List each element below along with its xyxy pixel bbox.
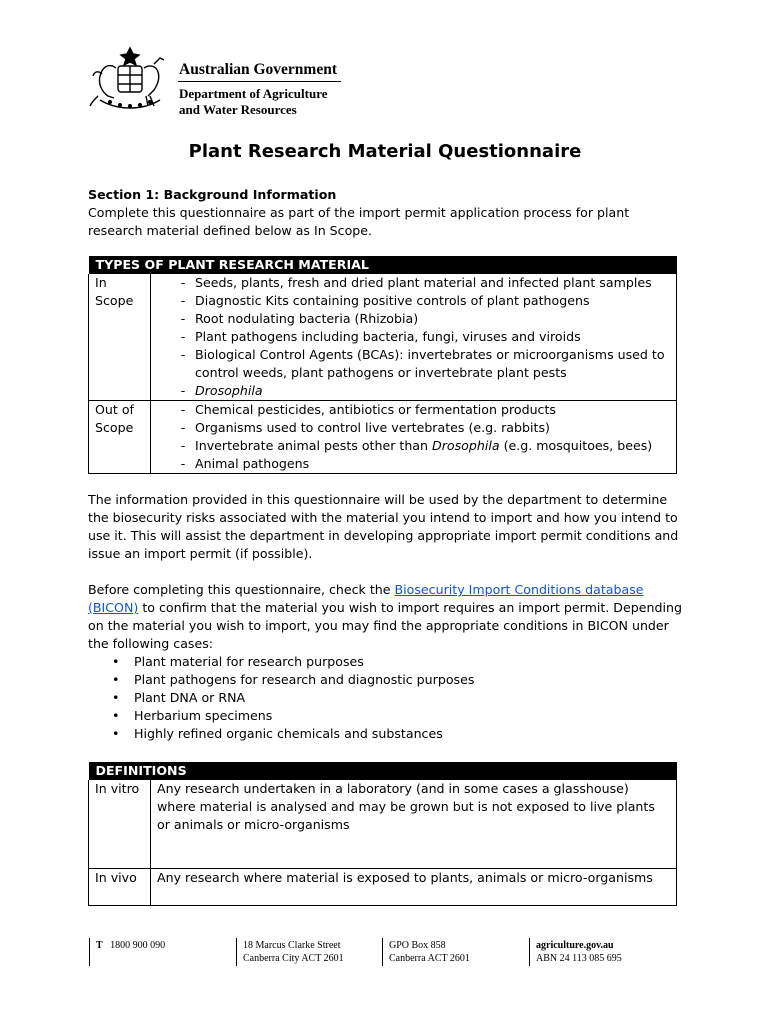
list-item: • Plant DNA or RNA xyxy=(88,689,688,707)
list-item xyxy=(151,274,676,292)
dash-marker: - xyxy=(180,329,186,344)
list-item xyxy=(151,292,676,310)
in-scope-label-line-1: In xyxy=(95,275,107,290)
item-text: Plant pathogens including bacteria, fungi, viruses and viroids xyxy=(195,329,581,344)
item-text: Root nodulating bacteria (Rhizobia) xyxy=(195,311,419,326)
item-text-part: (e.g. mosquitoes, bees) xyxy=(499,438,653,453)
dash-marker: - xyxy=(180,383,186,398)
definition-text: Any research undertaken in a laboratory (and in some cases a glasshouse) where material is analysed and may be grown but is not exposed to live plants or animals or micro-organisms xyxy=(151,780,677,869)
postal-line-2: Canberra ACT 2601 xyxy=(389,953,470,964)
list-item xyxy=(151,401,676,419)
definition-text: Any research where material is exposed to plants, animals or micro-organisms xyxy=(151,869,677,906)
item-text: Diagnostic Kits containing positive controls of plant pathogens xyxy=(195,293,590,308)
footer-postal xyxy=(389,939,470,965)
department-name xyxy=(179,86,328,118)
list-item: • Plant material for research purposes xyxy=(88,653,688,671)
table-row xyxy=(89,869,677,906)
section-heading: Section 1: Background Information xyxy=(88,187,337,202)
footer-divider xyxy=(529,938,530,966)
item-text: Organisms used to control live vertebrates (e.g. rabbits) xyxy=(195,420,550,435)
footer-web xyxy=(536,939,622,965)
out-of-scope-row xyxy=(89,401,677,474)
abn: ABN 24 113 085 695 xyxy=(536,953,622,964)
list-item: • Herbarium specimens xyxy=(88,707,688,725)
types-table-header: TYPES OF PLANT RESEARCH MATERIAL xyxy=(89,256,677,274)
coat-of-arms-icon xyxy=(88,44,172,112)
government-name: Australian Government xyxy=(179,61,338,78)
table-row xyxy=(89,780,677,869)
list-item xyxy=(151,346,676,382)
list-item xyxy=(151,455,676,473)
item-text-italic: Drosophila xyxy=(432,438,500,453)
postal-line-1: GPO Box 858 xyxy=(389,940,446,951)
section-intro-line-2: research material defined below as In Scope. xyxy=(88,223,373,238)
list-item xyxy=(151,437,676,455)
purpose-paragraph: The information provided in this questionnaire will be used by the department to determine the biosecurity risks associated with the material you intend to import and how you intend to use it. This will assist the department in developing appropriate import permit conditions and issue an import permit (if possible). xyxy=(88,492,679,561)
website: agriculture.gov.au xyxy=(536,940,614,951)
in-scope-label-line-2: Scope xyxy=(95,293,134,308)
dash-marker: - xyxy=(180,293,186,308)
street-line-2: Canberra City ACT 2601 xyxy=(243,953,344,964)
street-line-1: 18 Marcus Clarke Street xyxy=(243,940,341,951)
list-item xyxy=(151,419,676,437)
out-of-scope-label-line-1: Out of xyxy=(95,402,134,417)
list-item xyxy=(151,382,676,400)
definitions-table-header: DEFINITIONS xyxy=(89,762,677,780)
item-text: Animal pathogens xyxy=(195,456,310,471)
in-scope-items xyxy=(151,274,677,401)
department-line-2: and Water Resources xyxy=(179,102,297,117)
dash-marker: - xyxy=(180,456,186,471)
out-of-scope-items xyxy=(151,401,677,474)
footer-divider xyxy=(89,938,90,966)
dash-marker: - xyxy=(180,347,186,362)
section-intro-line-1: Complete this questionnaire as part of the import permit application process for plant xyxy=(88,205,630,220)
dash-marker: - xyxy=(180,420,186,435)
list-item xyxy=(151,328,676,346)
bicon-link[interactable]: Biosecurity Import Conditions database (BICON) xyxy=(88,582,644,615)
definition-term: In vitro xyxy=(89,780,151,869)
department-line-1: Department of Agriculture xyxy=(179,86,328,101)
definition-term: In vivo xyxy=(89,869,151,906)
footer-phone xyxy=(96,939,165,952)
footer-street xyxy=(243,939,344,965)
dash-marker: - xyxy=(180,438,186,453)
dash-marker: - xyxy=(180,402,186,417)
types-table xyxy=(88,256,677,474)
bicon-before-link: Before completing this questionnaire, check the xyxy=(88,582,395,597)
bicon-after-link: to confirm that the material you wish to import requires an import permit. Depending on the material you wish to import, you may find the appropriate conditions in BICON under the following cases: xyxy=(88,600,682,651)
list-item: • Plant pathogens for research and diagnostic purposes xyxy=(88,671,688,689)
out-of-scope-label-line-2: Scope xyxy=(95,420,134,435)
list-item xyxy=(151,310,676,328)
item-text: Chemical pesticides, antibiotics or fermentation products xyxy=(195,402,556,417)
item-text xyxy=(195,437,665,455)
dash-marker: - xyxy=(180,275,186,290)
item-text: Seeds, plants, fresh and dried plant material and infected plant samples xyxy=(195,275,652,290)
phone-number: 1800 900 090 xyxy=(110,940,166,951)
in-scope-label xyxy=(89,274,151,401)
footer-divider xyxy=(382,938,383,966)
dash-marker: - xyxy=(180,311,186,326)
item-text: Drosophila xyxy=(195,383,263,398)
item-text: Biological Control Agents (BCAs): invertebrates or microorganisms used to control weeds, plant pathogens or invertebrate plant pests xyxy=(195,347,665,380)
header-divider xyxy=(178,81,341,82)
out-of-scope-label xyxy=(89,401,151,474)
page-title: Plant Research Material Questionnaire xyxy=(188,141,582,162)
bicon-paragraph xyxy=(88,581,688,743)
definitions-table xyxy=(88,762,677,906)
bicon-text xyxy=(88,581,688,653)
footer-divider xyxy=(236,938,237,966)
in-scope-row xyxy=(89,274,677,401)
item-text-part: Invertebrate animal pests other than xyxy=(195,438,429,453)
list-item: • Highly refined organic chemicals and substances xyxy=(88,725,688,743)
bicon-cases-list xyxy=(88,653,688,743)
section-1 xyxy=(88,186,688,240)
phone-label: T xyxy=(96,940,103,951)
